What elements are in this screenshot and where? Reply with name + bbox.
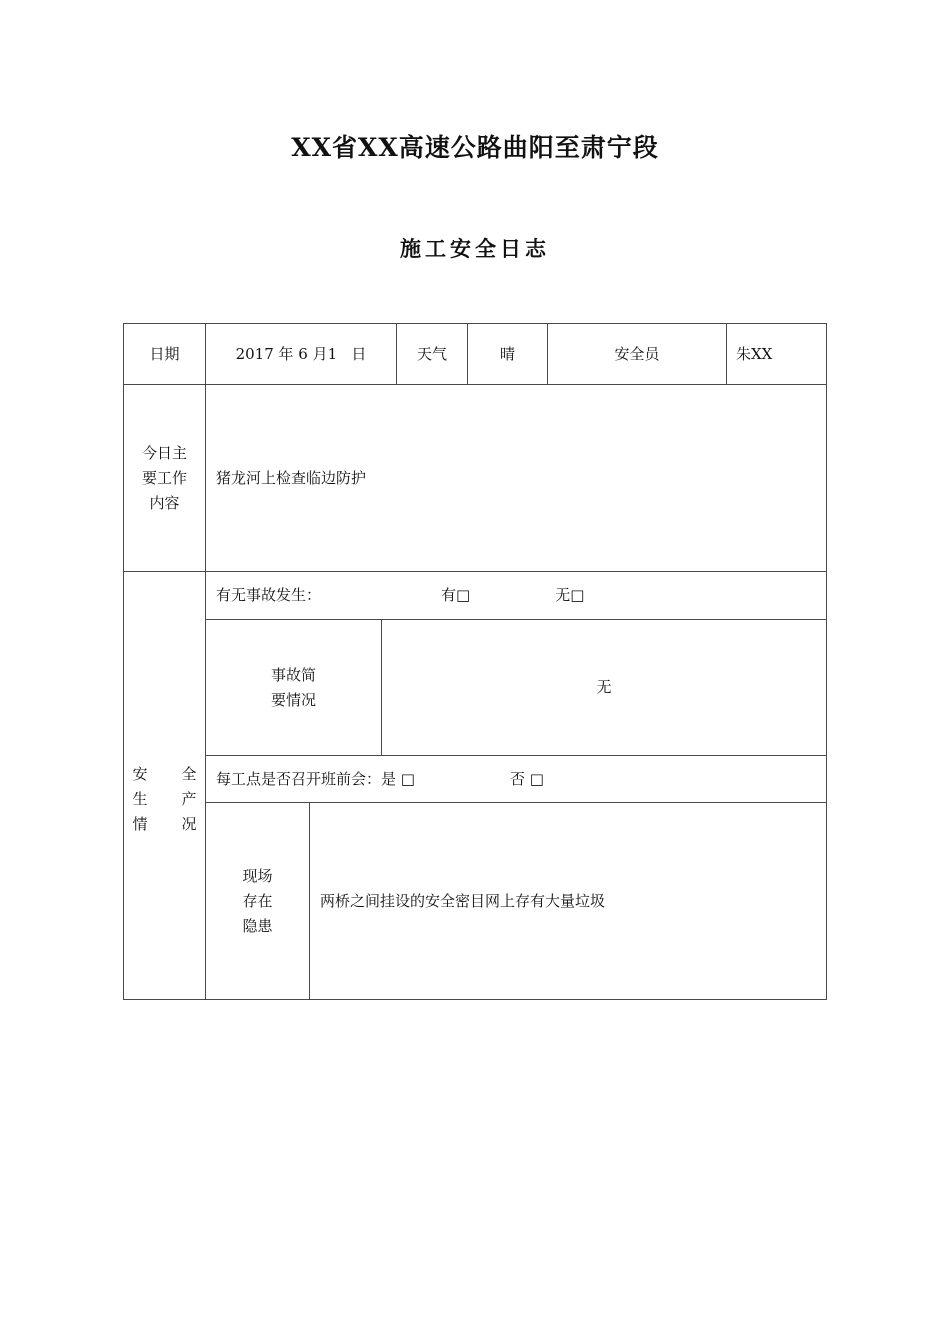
table-rule-col-officer: [726, 323, 727, 385]
main-work-value: 猪龙河上检查临边防护: [216, 468, 367, 487]
accident-question: 有无事故发生：: [216, 586, 322, 604]
safety-section-label: [124, 572, 205, 999]
accident-yes-checkbox[interactable]: 有□: [441, 586, 471, 604]
main-work-label-line: 要工作: [141, 468, 187, 487]
date-value: 2017 年 6 月1 日: [235, 344, 367, 363]
safety-officer-value: 朱XX: [736, 344, 773, 363]
safety-label-char: 安: [132, 764, 148, 783]
hazard-label-line: 存在: [242, 891, 273, 910]
accident-summary-label-line: 要情况: [270, 690, 316, 709]
safety-label-char: 生: [132, 789, 148, 808]
main-work-label: [124, 385, 205, 571]
safety-label-char: 全: [181, 764, 197, 783]
table-border-bottom: [123, 999, 827, 1000]
main-work-label-line: 内容: [149, 493, 180, 512]
hazard-label-line: 隐患: [242, 916, 273, 935]
table-border-right: [826, 323, 827, 1000]
hazard-label-line: 现场: [242, 866, 273, 885]
meeting-row: [206, 756, 826, 802]
accident-summary-label: [206, 620, 381, 755]
accident-no-checkbox[interactable]: 无□: [555, 586, 585, 604]
safety-label-char: 况: [181, 814, 197, 833]
main-work-label-line: 今日主: [141, 443, 187, 462]
accident-summary-label-line: 事故简: [270, 665, 316, 684]
accident-row: [206, 572, 826, 619]
safety-label-char: 情: [132, 814, 148, 833]
weather-value: 晴: [499, 344, 515, 363]
meeting-no-checkbox[interactable]: 否 □: [509, 769, 544, 788]
safety-officer-label: 安全员: [614, 344, 660, 363]
accident-summary-value: 无: [596, 678, 612, 696]
document-title: XX省XX高速公路曲阳至肃宁段: [291, 133, 659, 162]
safety-label-char: 产: [181, 789, 197, 808]
meeting-yes-checkbox[interactable]: 每工点是否召开班前会：是 □: [216, 769, 415, 788]
hazard-value: 两桥之间挂设的安全密目网上存有大量垃圾: [320, 891, 606, 910]
document-subtitle: 施工安全日志: [400, 236, 550, 261]
hazard-label: [206, 803, 309, 999]
date-label: 日期: [149, 344, 180, 363]
weather-label: 天气: [416, 344, 447, 363]
